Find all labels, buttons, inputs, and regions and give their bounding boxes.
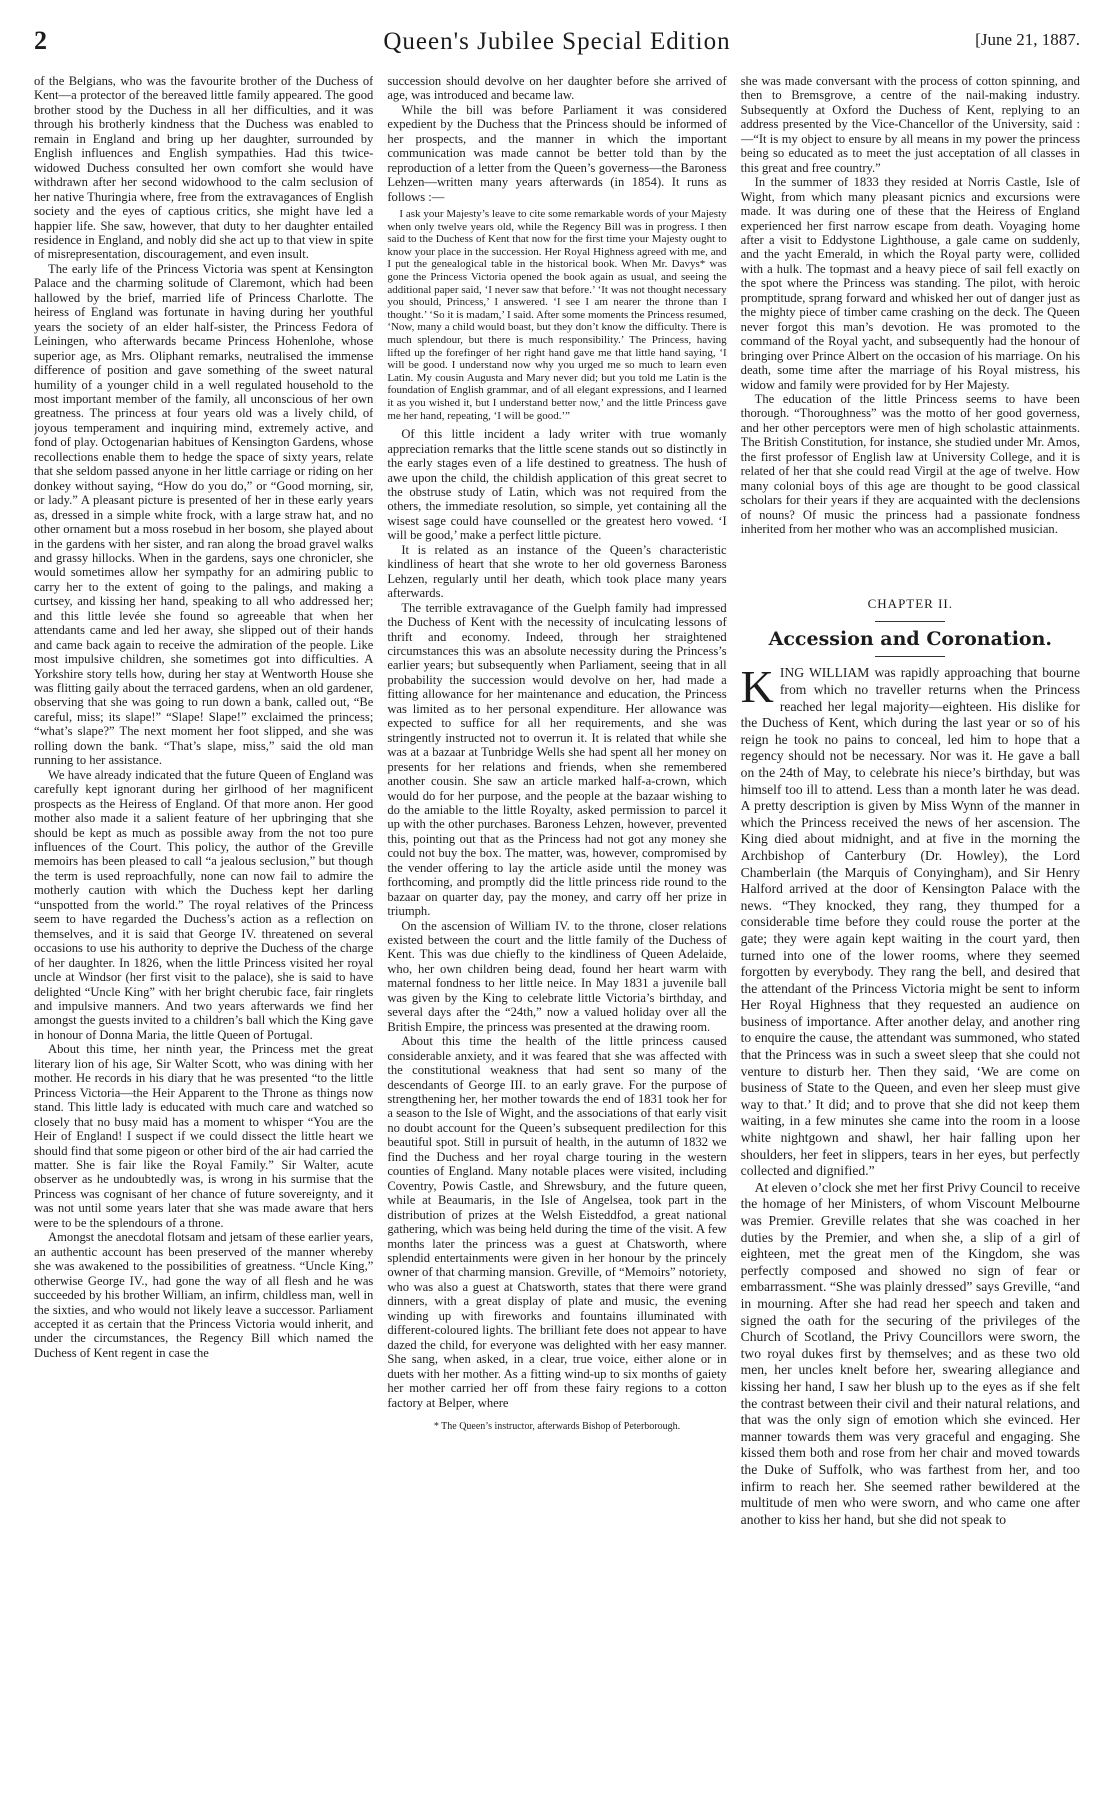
paragraph: It is related as an instance of the Queen’s characteristic kindliness of heart that she wrote to her old governess Baroness Lehzen, regularly until her death, which took place many years afterwards.: [387, 542, 727, 601]
paragraph: About this time, her ninth year, the Princess met the great literary lion of his age, Sir Walter Scott, who was dining with her mother. He records in his diary that he was presented “to the little Princess Victoria—the Heir Apparent to the Throne as things now stand. This little lady is educated with much care and watched so closely that no busy maid has a moment to whisper “You are the Heir of England! I suspect if we could dissect the little heart we should find that some pigeon or other bird of the air had carried the matter. She is fair like the Royal Family.” Sir Walter, acute observer as he undoubtedly was, is wrong in his surmise that the Princess was cognisant of her chance of future sovereignty, and it was not until some years later that she was made aware that hers were to be the splendours of a throne.: [34, 1042, 374, 1230]
paragraph-text: ING WILLIAM was rapidly approaching that bourne from which no traveller returns when the Princess reached her legal majority—eighteen. His dislike for the Duchess of Kent, which during the last year or so of his reign he took no pains to conceal, led him to hope that a regency should not be necessary. Nor was it. He gave a ball on the 24th of May, to celebrate his niece’s birthday, but was himself too ill to attend. Less than a month later he was dead. A pretty description is given by Miss Wynn of the manner in which the Princess received the news of her ascension. The King died about midnight, and at five in the morning the Archbishop of Canterbury (Dr. Howley), the Lord Chamberlain (the Marquis of Conyingham), and Sir Henry Halford arrived at the door of Kensington Palace with the news. “They knocked, they rang, they thumped for a considerable time before they could rouse the porter at the gate; they were again kept waiting in the court yard, then turned into one of the lower rooms, where they seemed forgotten by everybody. They rang the bell, and desired that the attendant of the Princess Victoria might be sent to inform Her Royal Highness that they requested an audience on business of importance. After another delay, and another ring to enquire the cause, the attendant was summoned, who stated that the Princess was in such a sweet sleep that she could not venture to disturb her. Then they said, ‘We are come on business of State to the Queen, and even her sleep must give way to that.’ It did; and to prove that she did not keep them waiting, in a few minutes she came into the room in a loose white nightgown and shawl, her hair falling upon her shoulders, her feet in slippers, tears in her eyes, but perfectly collected and dignified.”: [740, 665, 1080, 1179]
paragraph: succession should devolve on her daughter before she arrived of age, was introduced and became law.: [387, 74, 727, 103]
page-number: 2: [34, 26, 47, 55]
paragraph: she was made conversant with the process of cotton spinning, and then to Bremsgrove, a centre of the nail-making industry. Subsequently at Oxford the Duchess of Kent, replying to an address presented by the Vice-Chancellor of the University, said :—“It is my object to ensure by all means in my power the princess being so educated as to meet the just acceptation of all classes in this great and free country.”: [740, 74, 1080, 175]
chapter-title: Accession and Coronation.: [768, 627, 1053, 650]
divider: [875, 656, 945, 657]
chapter-label: CHAPTER II.: [867, 595, 954, 611]
divider: [875, 621, 945, 622]
paragraph: The education of the little Princess seems to have been thorough. “Thoroughness” was the motto of her good governess, and her other perceptors were men of high scholastic attainments. The British Constitution, for instance, she studied under Mr. Amos, the first professor of English law at University College, and it is related of her that she could read Virgil at the age of twelve. How many colonial boys of this age are thought to be good classical scholars for their years if they are acquainted with the declensions of nouns? Of music the princess had a passionate fondness inherited from her mother who was an accomplished musician.: [740, 391, 1080, 537]
paragraph: The terrible extravagance of the Guelph family had impressed the Duchess of Kent with the necessity of inculcating lessons of thrift and economy. Indeed, through her straightened circumstances this was an absolute necessity during the Princess’s earlier years; but subsequently when Parliament, seeing that in all probability the succession would devolve on her, had made a fitting allowance for her maintenance and education, the Princess was limited as to her personal expenditure. Her allowance was expected to suffice for all her requirements, and she was stringently instructed not to overrun it. It is related that while she was at a bazaar at Tunbridge Wells she had spent all her money on presents for her relations and friends, when she remembered another cousin. She saw an article marked half-a-crown, which would do for her purpose, and the people at the bazaar wishing to do the amiable to the little Royalty, asked permission to parcel it up with the other purchases. Baroness Lehzen, however, prevented this, pointing out that as the Princess had not got any money she could not buy the box. The matter, was, however, compromised by the vender offering to lay the article aside until the money was forthcoming, and promptly did the little princess ride round to the bazaar on quarter day, pay the money, and carry off her prize in triumph.: [387, 600, 727, 919]
chapter-first-paragraph: [740, 661, 1080, 1179]
lehzen-letter-quote: [387, 208, 726, 422]
column-3: [741, 74, 1080, 1794]
column-1: [34, 74, 373, 1794]
footnote: * The Queen’s instructor, afterwards Bishop of Peterborough.: [433, 1420, 681, 1432]
issue-date: [June 21, 1887.: [975, 30, 1080, 49]
page-header: [34, 22, 1080, 66]
paragraph: At eleven o’clock she met her first Privy Council to receive the homage of her Ministers, of whom Viscount Melbourne was Premier. Greville relates that she was coached in her duties by the Premier, and when she, a slip of a girl of eighteen, met the great men of the Kingdom, she was perfectly composed and showed no sign of fear or embarrassment. “She was plainly dressed” says Greville, “and in mourning. After she had read her speech and taken and signed the oath for the securing of the privileges of the Church of Scotland, the Privy Councillors were sworn, the two royal dukes first by themselves; and as these two old men, her uncles knelt before her, swearing allegiance and kissing her hand, I saw her blush up to the eyes as if she felt the contrast between their civil and their natural relations, and that was the only sign of emotion which she evinced. Her manner towards them was very graceful and engaging. She kissed them both and rose from her chair and moved towards the Duke of Suffolk, who was farthest from her, and too infirm to reach her. She seemed rather bewildered at the multitude of men who were sworn, and who came one after another to kiss her hand, but she did not speak to: [740, 1179, 1080, 1527]
paragraph: Of this little incident a lady writer with true womanly appreciation remarks that the little scene stands out so distinctly in the early stages even of a life destined to greatness. The hush of awe upon the child, the childish application of this great secret to the obstruse study of Latin, which was not required from the others, the immediate resolution, so simple, yet containing all the wisest sage could have counselled or the greatest hero vowed. ‘I will be good,’ make a perfect little picture.: [387, 427, 727, 543]
paragraph: About this time the health of the little princess caused considerable anxiety, and it was feared that she was affected with the constitutional weakness that had sent so many of the descendants of George III. to an early grave. For the purpose of strengthening her, her mother towards the end of 1831 took her for a season to the Isle of Wight, and the associations of that early visit no doubt account for the Queen’s subsequent predilection for this beautiful spot. Still in pursuit of health, in the autumn of 1832 we find the Duchess and her royal charge touring in the western counties of England. Many notable places were visited, including Coventry, Powis Castle, and Shrewsbury, and the future queen, while at Beaumaris, in the Isle of Angelsea, took part in the distribution of prizes at the Welsh Eisteddfod, a great national gathering, which was being held during the time of the visit. A few months later the princess was a guest at Chatsworth, where splendid entertainments were given in her honour by the princely owner of that charming mansion. Greville, of “Memoirs” notoriety, who was also a guest at Chatsworth, states that there were grand dinners, with a great display of plate and music, the evening winding up with fireworks and fountains illuminated with different-coloured lights. The brilliant fete does not appear to have dazed the child, for everyone was delighted with her easy manner. She sang, when asked, in a clear, true voice, either alone or in duets with her mother. As a fitting wind-up to six months of gaiety her mother carried her off from these fairy regions to a cotton factory at Belper, where: [387, 1034, 727, 1410]
article-columns: [34, 74, 1080, 1794]
chapter-body: [740, 661, 1080, 1528]
quote-text: I ask your Majesty’s leave to cite some remarkable words of your Majesty when only twelve years old, while the Regency Bill was in progress. I then said to the Duchess of Kent that now for the first time your Majesty ought to know your place in the succession. Her Royal Highness agreed with me, and I put the genealogical table in the historical book. When Mr. Davys* was gone the Princess Victoria opened the book again as usual, and seeing the additional paper said, ‘I never saw that before.’ ‘It was not thought necessary you should, Princess,’ I answered. ‘I see I am nearer the throne than I thought.’ ‘So it is madam,’ I said. After some moments the Princess resumed, ‘Now, many a child would boast, but they don’t know the difficulty. There is much splendour, but there is much responsibility.’ The Princess, having lifted up the forefinger of her right hand gave me that little hand saying, ‘I will be good. I understand now why you urged me so much to learn even Latin. My cousin Augusta and Mary never did; but you told me Latin is the foundation of English grammar, and of all elegant expressions, and I learned it as you wished it, but I understand better now,’ and the little Princess gave me her hand, repeating, ‘I will be good.’”: [387, 208, 727, 422]
paragraph: On the ascension of William IV. to the throne, closer relations existed between the court and the little family of the Duchess of Kent. This was due chiefly to the kindliness of Queen Adelaide, who, her own children being dead, found her heart warm with maternal fondness to her little neice. In May 1831 a juvenile ball was given by the King to celebrate little Victoria’s birthday, and several days after the “24th,” now a valued holiday over all the British Empire, the princess was presented at the drawing room.: [387, 918, 727, 1034]
paragraph: The early life of the Princess Victoria was spent at Kensington Palace and the charming solitude of Claremont, which had been hallowed by the brief, married life of Princess Charlotte. The heiress of England was fortunate in having during her youthful years the society of an elder half-sister, the Princess Fedora of Leiningen, who afterwards became Princess Hohenlohe, whose superior age, as Mrs. Oliphant remarks, neutralised the immense difference of position and gave something of the sweet natural humility of a younger child in a well regulated household to the most important member of the family, all unconscious of her own greatness. The princess at four years old was a lively child, of joyous temperament and inquiring mind, extremely active, and fond of play. Octogenarian habitues of Kensington Gardens, whose recollections enable them to hedge the space of sixty years, relate that she seldom passed anyone in her little carriage or riding on her donkey without saying, “How do you do,” or “Good morning, sir, or lady.” A pleasant picture is presented of her in these early years as, dressed in a simple white frock, with a large straw hat, and no other ornament but a moss rosebud in her bosom, she played about in the gardens with her sister, and ran along the broad gravel walks and grassy hillocks. When in the gardens, says one chronicler, she would sometimes allow her sympathy for an admiring public to carry her to the extent of going to the palings, and making a curtsey, and kissing her hand, speaking to all who addressed her; and this little levée she found so agreeable that when her attendants came and led her away, she slipped out of their hands and came back again to receive the admiration of the people. Like most impulsive children, she sometimes got into difficulties. A Yorkshire story tells how, during her stay at Wentworth House she was flitting gaily about the terraced gardens, when an old gardener, observing that she was going to run down a bank, called out, “Be careful, miss; its slape!” “Slape! Slape!” exclaimed the princess; “what’s slape?” The next moment her foot slipped, and she was rolling down the bank. “That’s slape, miss,” said the old man running to her assistance.: [34, 261, 374, 768]
publication-title: Queen's Jubilee Special Edition: [383, 28, 731, 55]
paragraph: In the summer of 1833 they resided at Norris Castle, Isle of Wight, from which many pleasant picnics and excursions were made. It was during one of these that the Heiress of England experienced her first narrow escape from death. Voyaging home after a visit to Eddystone Lighthouse, a gale came on suddenly, and the yacht Emerald, in which the Royal party were, collided with a hulk. The topmast and a heavy piece of sail fell exactly on the spot where the Princess was standing. The pilot, with heroic promptitude, sprang forward and whisked her out of danger just as the mighty piece of timber came crashing on the deck. The Queen never forgot this man’s devotion. He was promoted to the command of the Royal yacht, and subsequently had the honour of bringing over Prince Albert on the occasion of his marriage. On his death, some time after the marriage of his Royal mistress, his widow and family were provided for by Her Majesty.: [740, 175, 1080, 392]
paragraph: Amongst the anecdotal flotsam and jetsam of these earlier years, an authentic account has been preserved of the manner whereby she was awakened to the possibilities of greatness. “Uncle King,” otherwise George IV., had gone the way of all flesh and he was succeeded by his brother William, an infirm, childless man, well in the sixties, and who would not likely leave a successor. Parliament accepted it as certain that the Princess Victoria would inherit, and under the circumstances, the Regency Bill which named the Duchess of Kent regent in case the: [34, 1230, 374, 1360]
paragraph: We have already indicated that the future Queen of England was carefully kept ignorant during her girlhood of her magnificent prospects as the Heiress of England. Of that more anon. Her good mother also made it a salient feature of her upbringing that she should be kept as much as possible away from the not too pure influences of the Court. This policy, the author of the Greville memoirs has been pleased to call “a jealous seclusion,” but though the term is used reproachfully, none can now fail to admire the motherly caution with which the Duchess kept her darling “unspotted from the world.” The royal relatives of the Princess seem to have regarded the Duchess’s action as a reflection on themselves, and it is said that George IV. threatened on several occasions to use his authority to deprive the Duchess of the charge of her daughter. In 1826, when the little Princess visited her royal uncle at Windsor (her first visit to the palace), she is said to have delighted “Uncle King” with her bright cherubic face, fair ringlets and impulsive manners. And two years afterwards we find her amongst the guests invited to a children’s ball which the King gave in honour of Donna Maria, the little Queen of Portugal.: [34, 767, 374, 1042]
drop-cap: K: [740, 661, 774, 713]
column-2: [387, 74, 726, 1794]
paragraph: While the bill was before Parliament it was considered expedient by the Duchess that the Princess should be informed of her prospects, and the manner in which the important communication was made cannot be better told than by the reproduction of a letter from the Queen’s governess—the Baroness Lehzen—written many years afterwards (in 1854). It runs as follows :—: [387, 102, 727, 204]
paragraph: of the Belgians, who was the favourite brother of the Duchess of Kent—a protector of the bereaved little family appeared. The good brother stood by the Duchess in all her difficulties, and it was through his brotherly kindness that the Duchess was enabled to remain in England and bring up her daughter, surrounded by English influences and English sympathies. Had this twice-widowed Duchess consulted her own comfort she would have withdrawn after her second widowhood to the calm seclusion of her native Thuringia where, free from the extravagances of English society and the eyes of captious critics, she might have led a happier life. She saw, however, that duty to her daughter entailed residence in England, and nobly did she act up to that view in spite of misrepresentation, discouragement, and even insult.: [34, 74, 374, 262]
